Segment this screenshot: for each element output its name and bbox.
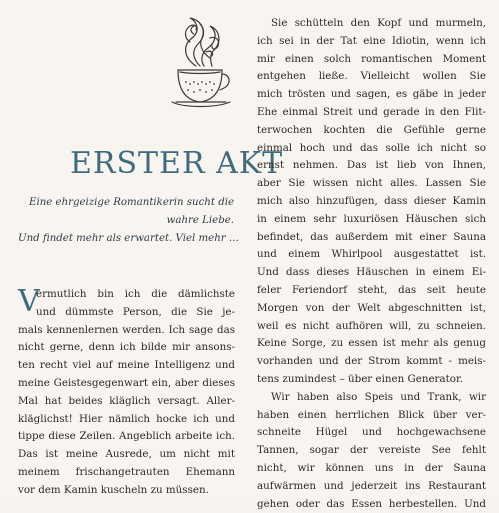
steaming-coffee-cup-icon (170, 8, 234, 112)
text-line: in einem sehr luxuriösen Häuschen sich (257, 212, 486, 225)
text-line: schneite Hügel und hochgewachsene (257, 426, 486, 439)
text-line: ich sei in der Tat eine Idiotin, wenn ich (257, 34, 486, 47)
chapter-title: ERSTER AKT (70, 146, 284, 181)
text-line: Ehe einmal Streit und gerade in den Flit- (257, 105, 486, 118)
left-column-text (18, 286, 235, 500)
text-line: tippe diese Zeilen. Angeblich arbeite ich. (18, 430, 235, 443)
text-line: Das ist meine Ausrede, um nicht mit (18, 448, 235, 461)
text-line: meine Geistesgegenwart ein, aber dieses (18, 376, 235, 389)
chapter-subtitle (18, 194, 240, 247)
drop-cap: V (18, 284, 40, 319)
text-line: tens zumindest – über einen Generator. (257, 372, 464, 385)
text-line: Morgen von der Welt abgeschnitten ist, (257, 301, 486, 314)
text-line: meinem frischangetrauten Ehemann (18, 465, 235, 478)
text-line: Sie schütteln den Kopf und murmeln, (271, 17, 486, 29)
text-line: kläglichst! Hier nämlich hocke ich und (18, 412, 235, 425)
text-line: und dümmste Person, die Sie je- (36, 305, 235, 318)
text-line: aber Sie wissen nicht alles. Lassen Sie (257, 177, 486, 190)
subtitle-line: Eine ehrgeizige Romantikerin sucht die (29, 197, 234, 208)
text-line: mich also hinzufügen, dass dieser Kamin (257, 194, 486, 207)
text-line: haben einen herrlichen Blick über ver- (257, 408, 486, 421)
subtitle-line: wahre Liebe. (166, 214, 234, 226)
text-line: nicht, wir können uns in der Sauna (257, 461, 486, 474)
text-line: ermutlich bin ich die dämlichste (36, 288, 235, 300)
text-line: gehen oder das Essen herbestellen. Und (257, 497, 486, 510)
text-line: aufwärmen und jederzeit ins Restaurant (257, 479, 486, 492)
text-line: terwochen kochten die Gefühle gerne (257, 123, 486, 136)
right-column-text (257, 15, 486, 513)
text-line: entgehen ließe. Vielleicht wollen Sie (257, 70, 486, 83)
text-line: weil es nicht aufhören will, zu schneien. (257, 319, 486, 332)
text-line: mich trösten und sagen, es gäbe in jeder (257, 88, 486, 101)
text-line: nicht gerne, denn ich bilde mir ansons- (18, 341, 235, 354)
subtitle-line: Und findet mehr als erwartet. Viel mehr … (18, 232, 240, 244)
text-line: und einem Whirlpool ausgestattet ist. (257, 248, 486, 261)
text-line: vor dem Kamin kuscheln zu müssen. (18, 483, 209, 496)
text-line: vorhanden und der Strom kommt - meis- (257, 355, 486, 368)
text-line: Mal hat beides kläglich versagt. Aller- (18, 394, 235, 407)
text-line: befindet, das außerdem mit einer Sauna (257, 230, 486, 243)
text-line: mir einen solch romantischen Moment (257, 52, 486, 65)
text-line: feler Feriendorf steht, das seit heute (257, 283, 486, 296)
text-line: Keine Sorge, zu essen ist mehr als genug (257, 337, 486, 350)
text-line: Wir haben also Speis und Trank, wir (271, 390, 486, 403)
text-line: ernst nehmen. Das ist lieb von Ihnen, (257, 159, 486, 172)
text-line: Und dass dieses Häuschen in einem Ei- (257, 266, 486, 279)
text-line: Tannen, sogar der vereiste See fehlt (257, 444, 486, 457)
text-line: mals kennenlernen werden. Ich sage das (18, 323, 235, 336)
text-line: einmal hoch und das solle ich nicht so (257, 141, 486, 154)
text-line: ten recht viel auf meine Intelligenz und (18, 359, 235, 372)
